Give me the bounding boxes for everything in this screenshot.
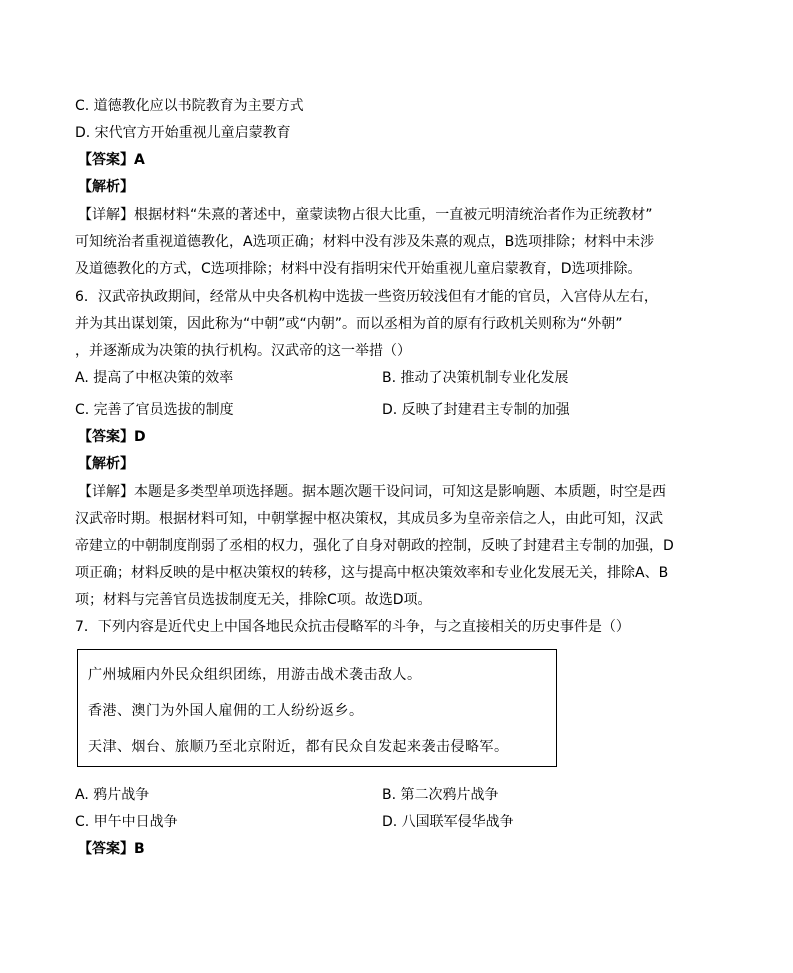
q6-option-c: C. 完善了官员选拔的制度 [75, 402, 234, 418]
q5-option-d: D. 宋代官方开始重视儿童启蒙教育 [75, 125, 291, 141]
q6-analysis-label: 【解析】 [78, 456, 134, 472]
q6-option-b: B. 推动了决策机制专业化发展 [382, 370, 569, 386]
q7-material-line-1: 广州城厢内外民众组织团练，用游击战术袭击敌人。 [88, 667, 422, 683]
q7-option-d: D. 八国联军侵华战争 [382, 814, 514, 830]
q6-option-d: D. 反映了封建君主专制的加强 [382, 402, 570, 418]
q7-stem: 7．下列内容是近代史上中国各地民众抗击侵略军的斗争，与之直接相关的历史事件是（） [75, 619, 630, 635]
q6-stem-line-3: ，并逐渐成为决策的执行机构。汉武帝的这一举措（） [75, 343, 411, 359]
q5-analysis-label: 【解析】 [78, 179, 134, 195]
q6-answer: 【答案】D [78, 429, 146, 445]
q6-stem-line-1: 6．汉武帝执政期间，经常从中央各机构中选拔一些资历较浅但有才能的官员，入宫侍从左右， [75, 289, 658, 305]
q7-option-c: C. 甲午中日战争 [75, 814, 178, 830]
q7-material-box [77, 649, 557, 767]
q5-detail-line-1: 【详解】根据材料“朱熹的著述中，童蒙读物占很大比重，一直被元明清统治者作为正统教材” [78, 207, 653, 223]
q6-stem-line-2: 并为其出谋划策，因此称为“中朝”或“内朝”。而以丞相为首的原有行政机关则称为“外朝” [75, 316, 623, 332]
q5-detail-line-3: 及道德教化的方式，C选项排除；材料中没有指明宋代开始重视儿童启蒙教育，D选项排除。 [75, 261, 642, 277]
q5-option-c: C. 道德教化应以书院教育为主要方式 [75, 98, 304, 114]
q7-material-line-3: 天津、烟台、旅顺乃至北京附近，都有民众自发起来袭击侵略军。 [88, 739, 509, 755]
q5-detail-line-2: 可知统治者重视道德教化，A选项正确；材料中没有涉及朱熹的观点，B选项排除；材料中未涉 [75, 234, 655, 250]
q7-material-line-2: 香港、澳门为外国人雇佣的工人纷纷返乡。 [88, 703, 364, 719]
q6-detail-line-3: 帝建立的中朝制度削弱了丞相的权力，强化了自身对朝政的控制，反映了封建君主专制的加强，D [75, 538, 674, 554]
q7-option-a: A. 鸦片战争 [75, 787, 150, 803]
q6-detail-line-2: 汉武帝时期。根据材料可知，中朝掌握中枢决策权，其成员多为皇帝亲信之人，由此可知，汉武 [75, 511, 663, 527]
q5-answer: 【答案】A [78, 152, 145, 168]
q6-detail-line-1: 【详解】本题是多类型单项选择题。据本题次题干设问词，可知这是影响题、本质题，时空是西 [78, 484, 666, 500]
q6-detail-line-5: 项；材料与完善官员选拔制度无关，排除C项。故选D项。 [75, 592, 432, 608]
q6-detail-line-4: 项正确；材料反映的是中枢决策权的转移，这与提高中枢决策效率和专业化发展无关，排除A、B [75, 565, 669, 581]
q6-option-a: A. 提高了中枢决策的效率 [75, 370, 234, 386]
q7-option-b: B. 第二次鸦片战争 [382, 787, 499, 803]
q7-answer: 【答案】B [78, 841, 145, 857]
